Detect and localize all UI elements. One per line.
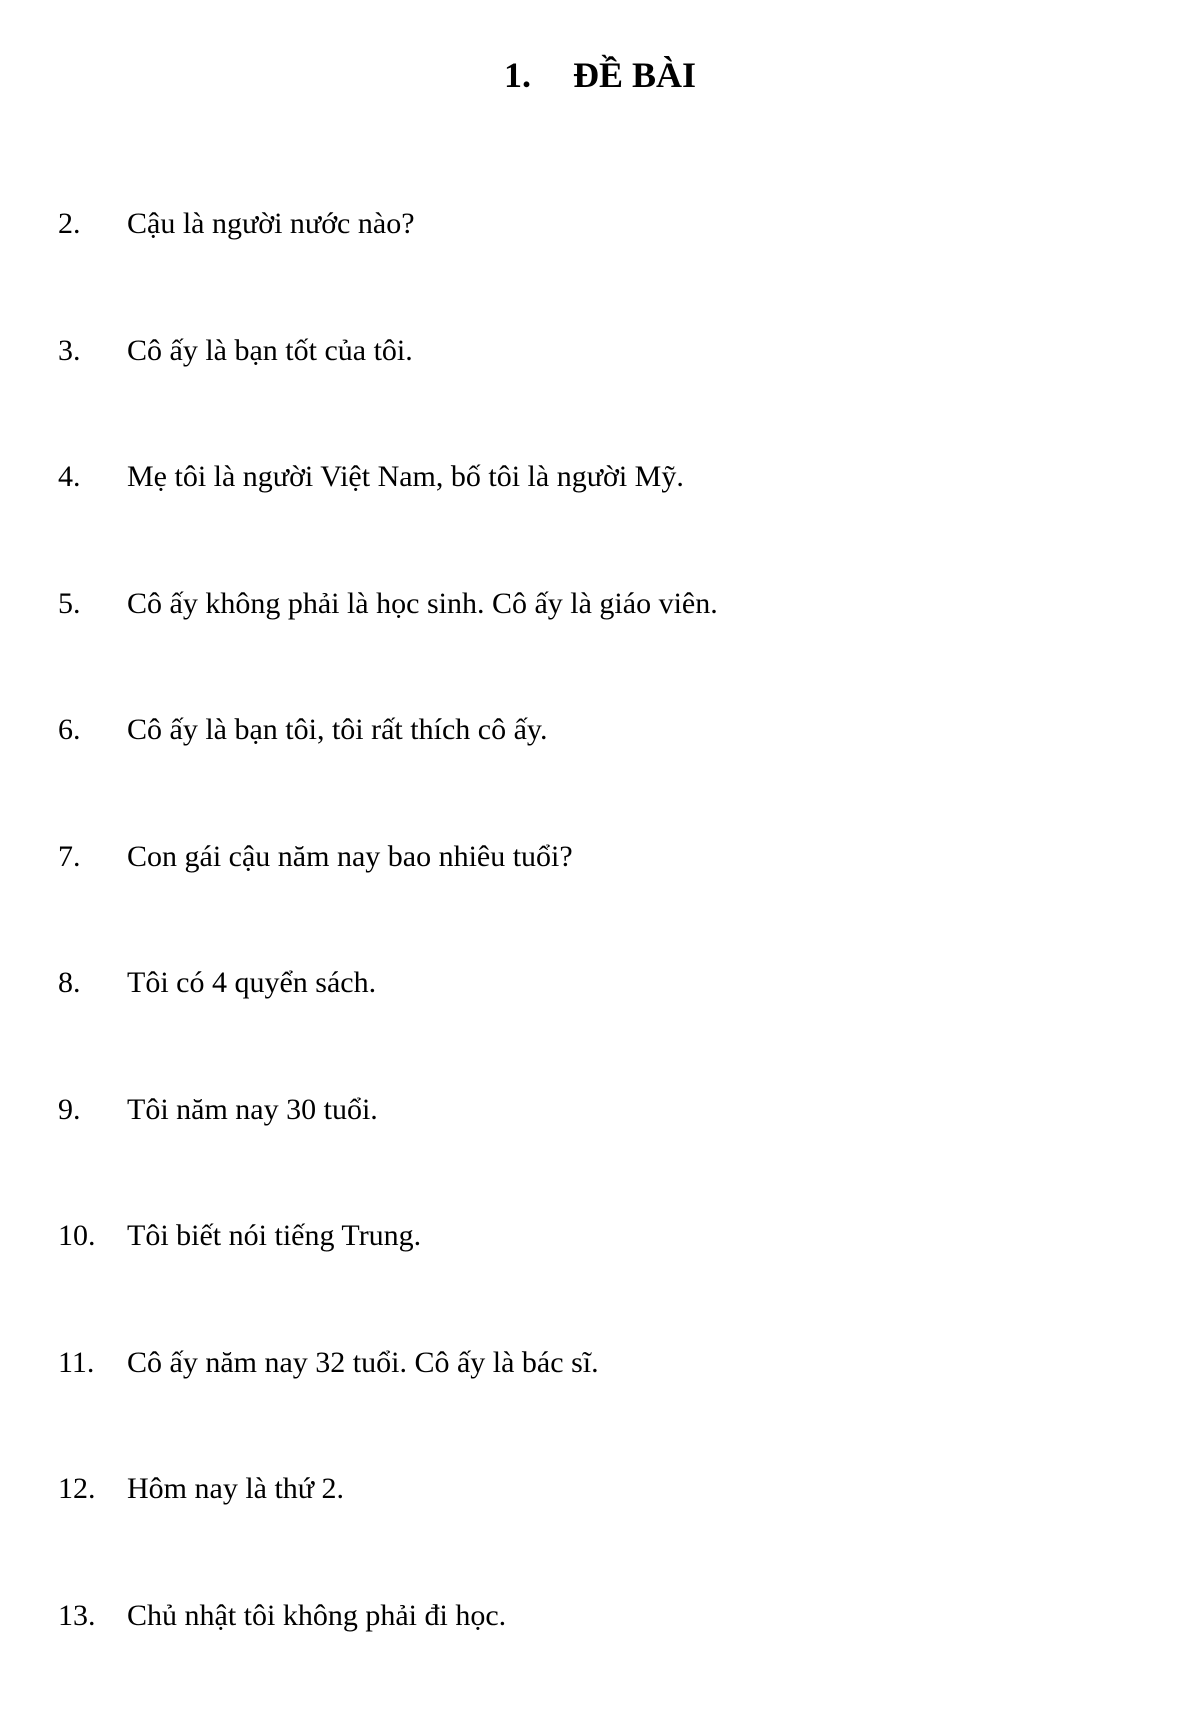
- item-text: Cô ấy là bạn tôi, tôi rất thích cô ấy.: [127, 708, 547, 752]
- item-number: 10.: [58, 1214, 127, 1258]
- item-number: 5.: [58, 582, 127, 626]
- item-text: Tôi năm nay 30 tuổi.: [127, 1088, 378, 1132]
- list-item: [58, 202, 1158, 329]
- list-item: [58, 961, 1158, 1088]
- list-item: [58, 582, 1158, 709]
- item-number: 7.: [58, 835, 127, 879]
- heading-title: ĐỀ BÀI: [573, 55, 696, 95]
- item-text: Mẹ tôi là người Việt Nam, bố tôi là người Mỹ.: [127, 455, 684, 499]
- exercise-list: [58, 202, 1158, 1720]
- item-number: 9.: [58, 1088, 127, 1132]
- list-item: [58, 329, 1158, 456]
- item-text: Cô ấy không phải là học sinh. Cô ấy là giáo viên.: [127, 582, 718, 626]
- item-number: 11.: [58, 1341, 127, 1385]
- list-item: [58, 1214, 1158, 1341]
- list-item: [58, 1594, 1158, 1720]
- item-number: 8.: [58, 961, 127, 1005]
- item-text: Chủ nhật tôi không phải đi học.: [127, 1594, 506, 1638]
- item-number: 6.: [58, 708, 127, 752]
- heading-number: 1.: [504, 50, 531, 100]
- item-number: 2.: [58, 202, 127, 246]
- list-item: [58, 1467, 1158, 1594]
- item-text: Tôi có 4 quyển sách.: [127, 961, 376, 1005]
- item-text: Cậu là người nước nào?: [127, 202, 415, 246]
- section-heading: [0, 50, 1200, 100]
- item-text: Tôi biết nói tiếng Trung.: [127, 1214, 421, 1258]
- list-item: [58, 708, 1158, 835]
- item-text: Hôm nay là thứ 2.: [127, 1467, 344, 1511]
- item-number: 13.: [58, 1594, 127, 1638]
- item-text: Con gái cậu năm nay bao nhiêu tuổi?: [127, 835, 573, 879]
- list-item: [58, 835, 1158, 962]
- item-number: 12.: [58, 1467, 127, 1511]
- item-number: 4.: [58, 455, 127, 499]
- item-text: Cô ấy năm nay 32 tuổi. Cô ấy là bác sĩ.: [127, 1341, 599, 1385]
- list-item: [58, 455, 1158, 582]
- item-number: 3.: [58, 329, 127, 373]
- list-item: [58, 1341, 1158, 1468]
- list-item: [58, 1088, 1158, 1215]
- item-text: Cô ấy là bạn tốt của tôi.: [127, 329, 413, 373]
